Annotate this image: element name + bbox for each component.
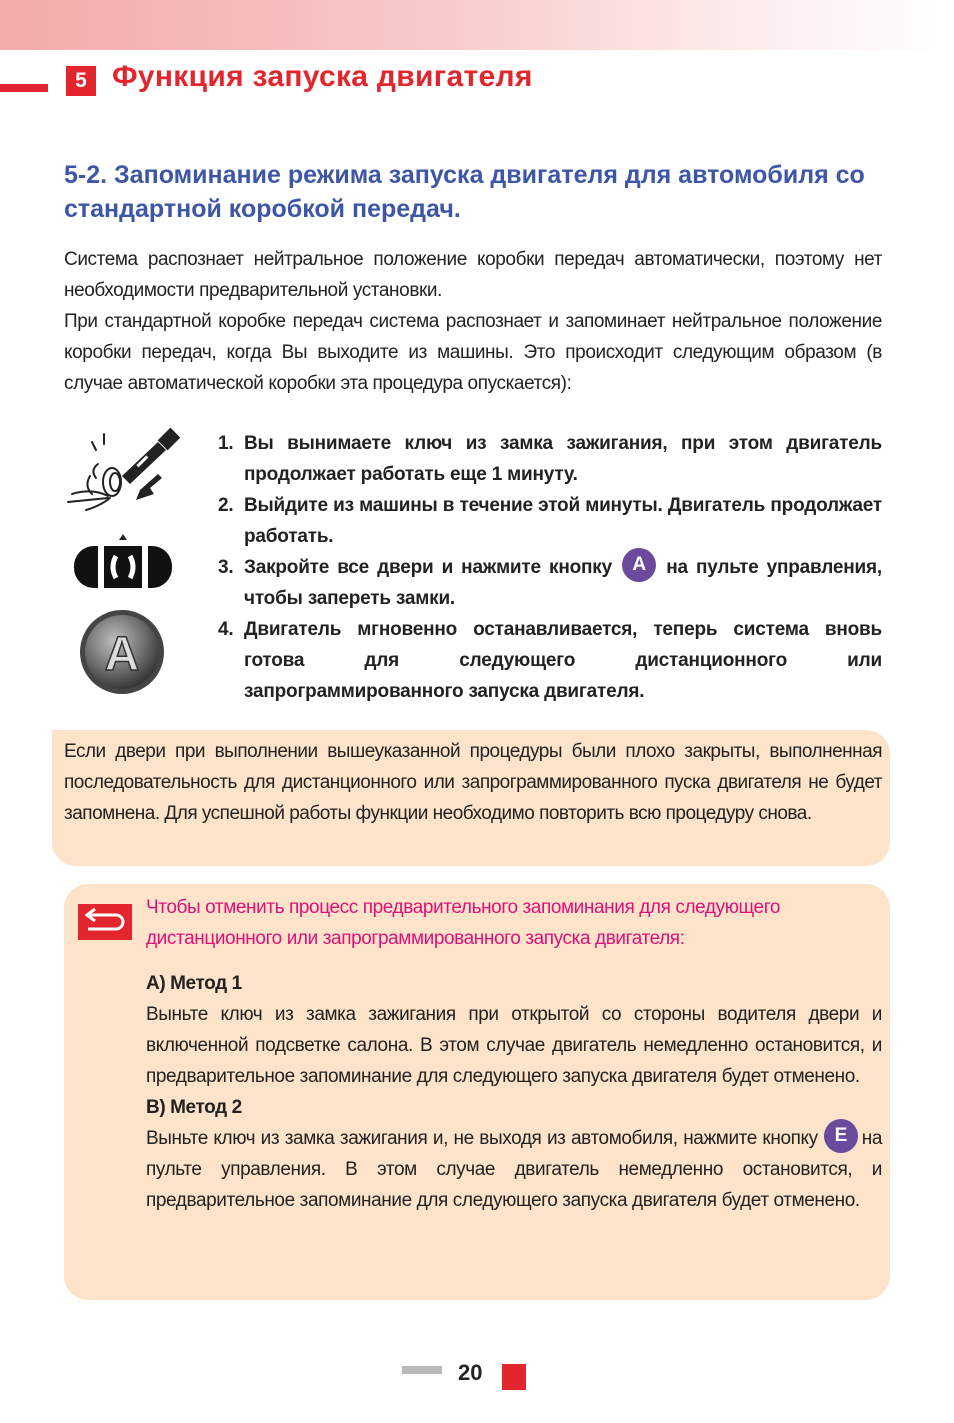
remote-fob-icon	[70, 530, 176, 594]
list-item: 2. Выйдите из машины в течение этой минуты. Двигатель продолжает работать.	[218, 495, 882, 547]
header-accent-line	[0, 84, 48, 92]
chapter-number-badge: 5	[66, 66, 96, 96]
chapter-title: Функция запуска двигателя	[112, 60, 533, 93]
list-item: 3. Закройте все двери и нажмите кнопку A на пульте управления, чтобы запереть замки.	[218, 552, 882, 614]
button-e-inline-icon: E	[824, 1119, 858, 1153]
steps-list	[218, 428, 882, 707]
section-title: 5-2. Запоминание режима запуска двигателя для автомобиля со стандартной коробкой передач.	[64, 161, 865, 223]
intro-paragraph-2: При стандартной коробке передач система распознает и запоминает нейтральное положение коробки передач, когда Вы выходите из машины. Это происходит следующим образом (в случае автоматической коробки эта процедура опускается):	[64, 311, 882, 394]
back-arrow-icon	[78, 904, 132, 940]
method-1-text: Выньте ключ из замка зажигания при открытой со стороны водителя двери и включенной подсветке салона. В этом случае двигатель немедленно остановится, и предварительное запоминание для следующего запуска двигателя будет отменено.	[146, 1004, 882, 1087]
list-item: 4. Двигатель мгновенно останавливается, теперь система вновь готова для следующего дистанционного или запрограммированного запуска двигателя.	[218, 619, 882, 702]
svg-text:A: A	[104, 628, 140, 681]
intro-paragraph-1: Система распознает нейтральное положение коробки передач автоматически, поэтому нет необходимости предварительной установки.	[64, 249, 882, 301]
key-ignition-icon	[62, 424, 186, 514]
footer-bar	[402, 1366, 442, 1374]
method-1-title: А) Метод 1	[146, 973, 242, 994]
page-number: 20	[458, 1360, 483, 1385]
cancel-note-intro: Чтобы отменить процесс предварительного запоминания для следующего дистанционного или запрограммированного запуска двигателя:	[146, 897, 781, 949]
cancel-note	[64, 884, 890, 1300]
method-2-text: Выньте ключ из замка зажигания и, не выходя из автомобиля, нажмите кнопку E на пульте управления. В этом случае двигатель немедленно остановится, и предварительное запоминание для следующего запуска двигателя будет отменено.	[146, 1123, 882, 1216]
footer-square	[502, 1364, 526, 1390]
method-2-title: В) Метод 2	[146, 1097, 242, 1118]
header-band	[0, 0, 954, 50]
list-item: 1. Вы вынимаете ключ из замка зажигания, при этом двигатель продолжает работать еще 1 минуту.	[218, 433, 882, 485]
warning-note	[52, 730, 890, 866]
warning-note-text: Если двери при выполнении вышеуказанной процедуры были плохо закрыты, выполненная последовательность для дистанционного или запрограммированного пуска двигателя не будет запомнена. Для успешной работы функции необходимо повторить всю процедуру снова.	[64, 741, 882, 824]
cancel-note-body	[146, 968, 882, 1216]
button-a-icon	[78, 608, 166, 696]
button-a-inline-icon: A	[622, 548, 656, 582]
